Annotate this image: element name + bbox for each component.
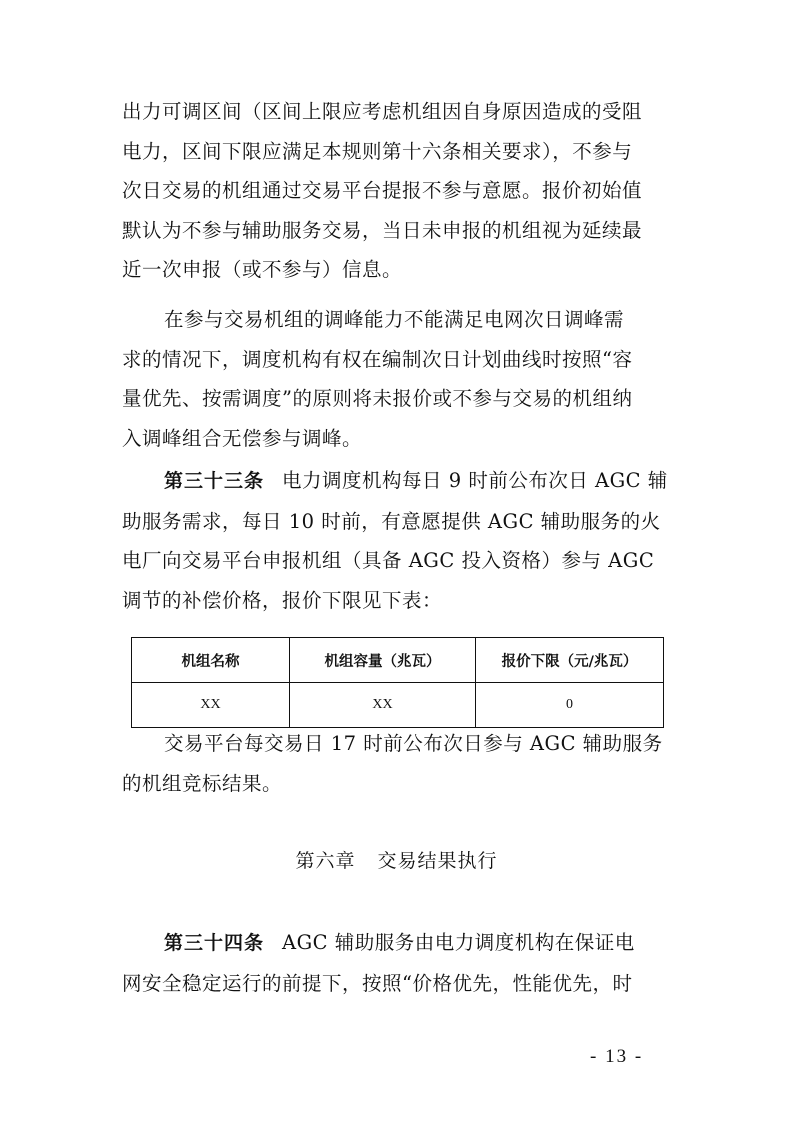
column-header-unit-name: 机组名称 bbox=[132, 638, 290, 683]
article-33 bbox=[122, 461, 678, 620]
table-cell-price-floor: 0 bbox=[476, 683, 664, 728]
chapter-heading bbox=[0, 846, 793, 873]
text-line: 默认为不参与辅助服务交易，当日未申报的机组视为延续最 bbox=[122, 218, 643, 242]
paragraph-unit-output-range bbox=[122, 92, 678, 290]
text-line: 网安全稳定运行的前提下，按照“价格优先，性能优先，时 bbox=[122, 971, 633, 995]
article-34-text-first: AGC 辅助服务由电力调度机构在保证电 bbox=[282, 931, 635, 954]
article-34 bbox=[122, 923, 678, 1003]
table-cell-unit-name: XX bbox=[132, 683, 290, 728]
text-line bbox=[122, 923, 678, 964]
column-header-price-floor: 报价下限（元/兆瓦） bbox=[476, 638, 664, 683]
article-33-text-first: 电力调度机构每日 9 时前公布次日 AGC 辅 bbox=[282, 469, 668, 492]
text-line: 助服务需求，每日 10 时前，有意愿提供 AGC 辅助服务的火 bbox=[122, 509, 661, 533]
text-line bbox=[122, 461, 678, 502]
chapter-number: 第六章 bbox=[295, 850, 356, 872]
chapter-title: 交易结果执行 bbox=[377, 850, 498, 872]
table-row bbox=[132, 683, 664, 728]
text-line: 调节的补偿价格，报价下限见下表： bbox=[122, 588, 443, 612]
table-header-row bbox=[132, 638, 664, 683]
article-34-title: 第三十四条 bbox=[164, 932, 265, 954]
paragraph-peak-regulation bbox=[122, 300, 678, 458]
article-33-title: 第三十三条 bbox=[164, 470, 265, 492]
text-line: 近一次申报（或不参与）信息。 bbox=[122, 258, 403, 281]
text-line: 在参与交易机组的调峰能力不能满足电网次日调峰需 bbox=[164, 308, 625, 331]
table-cell-unit-capacity: XX bbox=[290, 683, 476, 728]
text-line: 出力可调区间（区间上限应考虑机组因自身原因造成的受阻 bbox=[122, 100, 643, 123]
text-line: 电力，区间下限应满足本规则第十六条相关要求），不参与 bbox=[122, 139, 633, 163]
price-floor-table bbox=[131, 637, 663, 728]
paragraph-bidding-results bbox=[122, 724, 678, 803]
text-line: 量优先、按需调度”的原则将未报价或不参与交易的机组纳 bbox=[122, 387, 633, 410]
text-line: 的机组竞标结果。 bbox=[122, 771, 283, 795]
text-line: 次日交易的机组通过交易平台提报不参与意愿。报价初始值 bbox=[122, 179, 643, 202]
column-header-unit-capacity: 机组容量（兆瓦） bbox=[290, 638, 476, 683]
text-line: 电厂向交易平台申报机组（具备 AGC 投入资格）参与 AGC bbox=[122, 549, 655, 572]
page-number: - 13 - bbox=[590, 1046, 644, 1067]
text-line: 入调峰组合无偿参与调峰。 bbox=[122, 426, 363, 450]
text-line: 交易平台每交易日 17 时前公布次日参与 AGC 辅助服务 bbox=[164, 732, 663, 755]
text-line: 求的情况下，调度机构有权在编制次日计划曲线时按照“容 bbox=[122, 347, 633, 371]
